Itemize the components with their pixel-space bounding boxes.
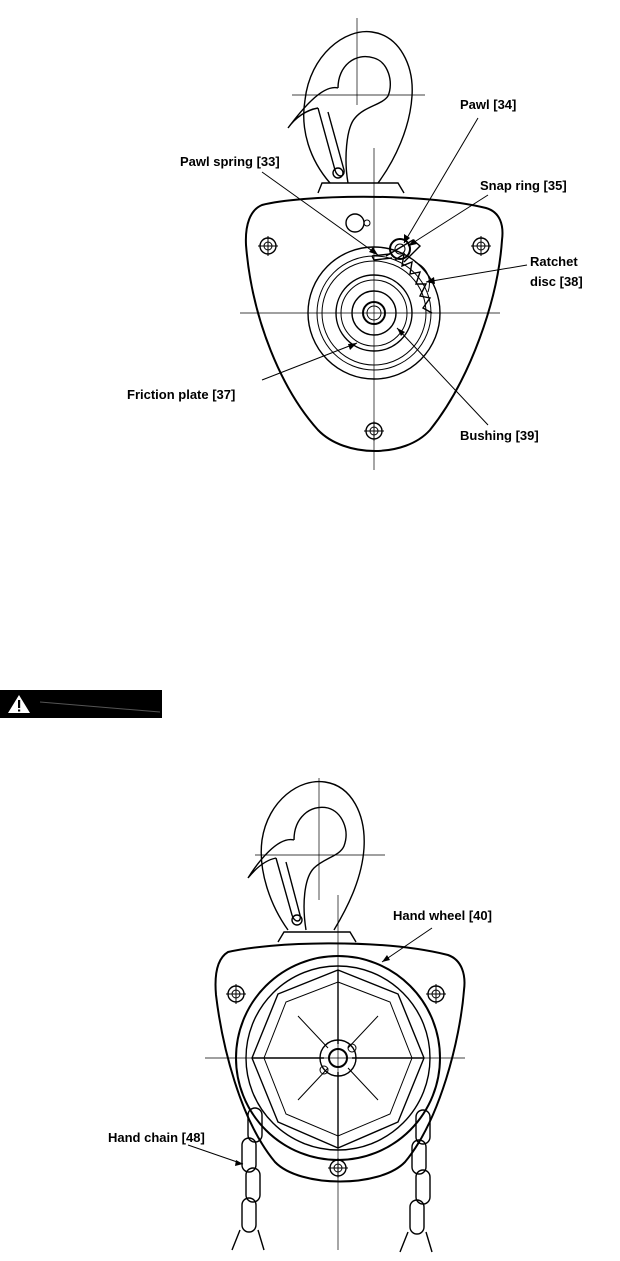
label-bushing: Bushing [39] (460, 428, 539, 443)
label-snap-ring: Snap ring [35] (480, 178, 567, 193)
bolt-2-top-left (226, 984, 246, 1004)
label-ratchet-line2: disc [38] (530, 274, 583, 289)
hook-2 (248, 782, 364, 942)
hoist-body-2 (216, 943, 465, 1181)
label-hand-wheel: Hand wheel [40] (393, 908, 492, 923)
label-hand-chain: Hand chain [48] (108, 1130, 205, 1145)
label-ratchet-line1: Ratchet (530, 254, 578, 269)
label-pawl: Pawl [34] (460, 97, 517, 112)
hand-chain-left (232, 1108, 264, 1250)
label-friction-plate: Friction plate [37] (127, 387, 236, 402)
label-pawl-spring: Pawl spring [33] (180, 154, 280, 169)
hand-chain-right (400, 1110, 432, 1252)
bolt-2-top-right (426, 984, 446, 1004)
